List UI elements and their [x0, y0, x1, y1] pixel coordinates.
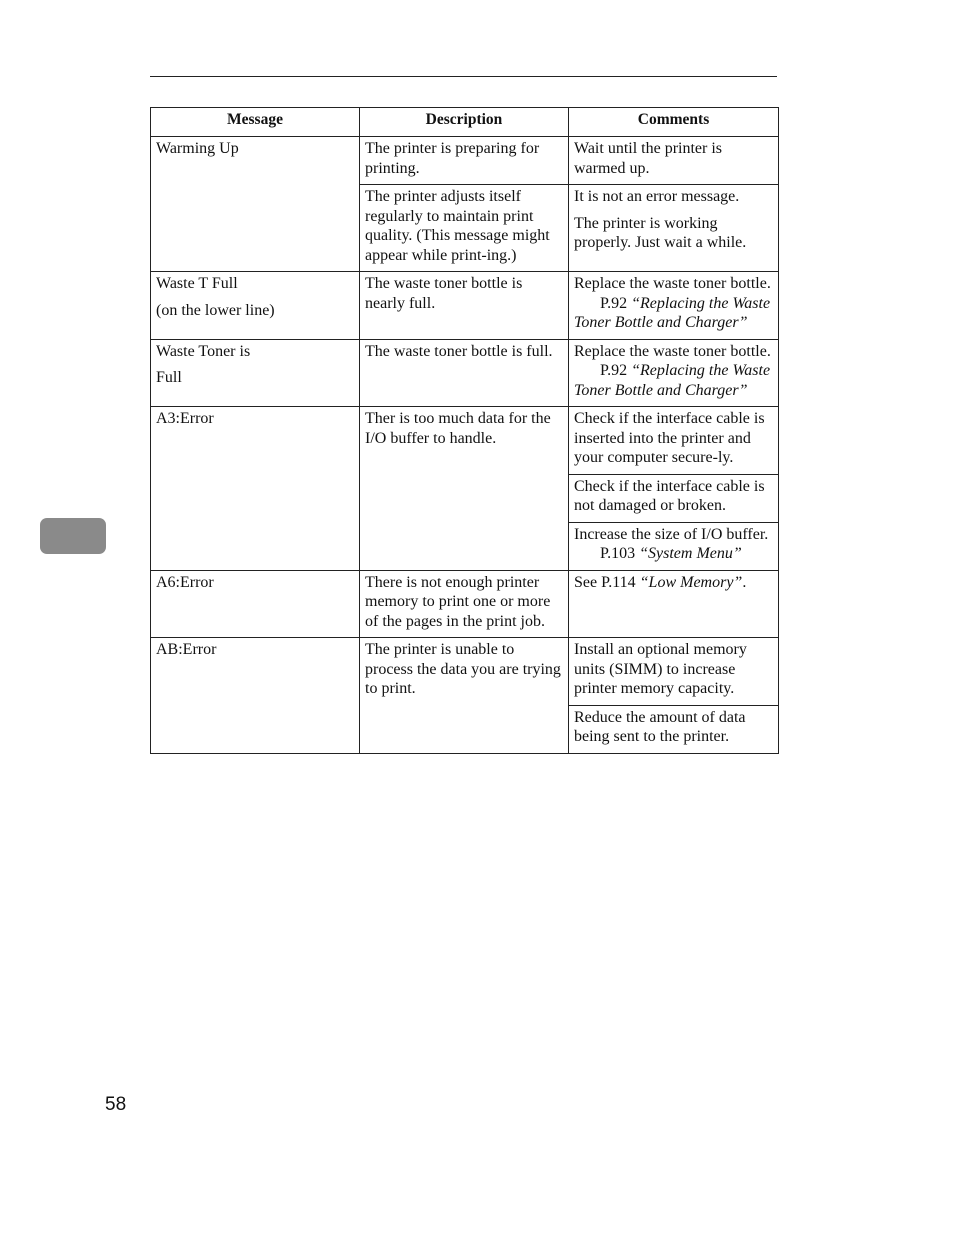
description-cell: The waste toner bottle is nearly full.	[360, 272, 569, 340]
description-cell: The printer is unable to process the data you are trying to print.	[360, 638, 569, 754]
message-cell	[151, 339, 360, 407]
error-message-table	[150, 107, 779, 754]
header-description: Description	[360, 108, 569, 137]
comment-text: See P.114	[574, 573, 636, 591]
table-row	[151, 339, 779, 407]
comment-cell: Check if the interface cable is not damaged or broken.	[569, 474, 779, 522]
reference-arrow-icon	[586, 547, 600, 559]
reference-title: “Low Memory”	[639, 573, 743, 591]
message-cell	[151, 272, 360, 340]
page-reference: P.103	[600, 545, 636, 562]
chapter-tab	[40, 518, 106, 554]
comment-text: Replace the waste toner bottle.	[574, 342, 771, 360]
comment-line: The printer is working properly. Just wait a while.	[574, 214, 747, 251]
comment-text: Increase the size of I/O buffer.	[574, 525, 769, 543]
comment-text: Replace the waste toner bottle.	[574, 275, 771, 292]
message-line: Full	[156, 369, 182, 386]
comment-cell	[569, 185, 779, 272]
page-number: 58	[105, 1094, 127, 1115]
message-cell: A3:Error	[151, 407, 360, 571]
comment-cell: Reduce the amount of data being sent to the printer.	[569, 705, 779, 753]
comment-cell	[569, 339, 779, 407]
table-row	[151, 638, 779, 706]
reference-title: “Replacing the Waste Toner Bottle and Charger”	[574, 362, 771, 399]
message-cell: Warming Up	[151, 137, 360, 272]
table-row	[151, 272, 779, 340]
message-line: (on the lower line)	[156, 301, 275, 319]
description-cell: The waste toner bottle is full.	[360, 339, 569, 407]
comment-cell: Check if the interface cable is inserted into the printer and your computer secure-ly.	[569, 407, 779, 475]
comment-cell	[569, 522, 779, 570]
page-reference: P.92	[600, 362, 628, 379]
description-cell: There is not enough printer memory to print one or more of the pages in the print job.	[360, 570, 569, 638]
header-message: Message	[151, 108, 360, 137]
message-line: Waste Toner is	[156, 342, 251, 360]
header-rule	[150, 76, 777, 77]
table-row	[151, 137, 779, 185]
table-row	[151, 570, 779, 638]
header-comments: Comments	[569, 108, 779, 137]
comment-cell: Install an optional memory units (SIMM) to increase printer memory capacity.	[569, 638, 779, 706]
description-cell: The printer is preparing for printing.	[360, 137, 569, 185]
message-line: Waste T Full	[156, 275, 238, 292]
comment-cell	[569, 272, 779, 340]
description-cell: Ther is too much data for the I/O buffer to handle.	[360, 407, 569, 571]
reference-arrow-icon	[586, 364, 600, 376]
table-header-row	[151, 108, 779, 137]
message-cell: AB:Error	[151, 638, 360, 754]
reference-arrow-icon	[586, 297, 600, 309]
table-row	[151, 407, 779, 475]
reference-title: “Replacing the Waste Toner Bottle and Charger”	[574, 294, 771, 331]
comment-cell: Wait until the printer is warmed up.	[569, 137, 779, 185]
comment-suffix: .	[742, 573, 747, 591]
description-cell: The printer adjusts itself regularly to maintain print quality. (This message might appear while print-ing.)	[360, 185, 569, 272]
reference-title: “System Menu”	[639, 545, 742, 562]
comment-line: It is not an error message.	[574, 188, 740, 205]
page-reference: P.92	[600, 294, 628, 312]
comment-cell	[569, 570, 779, 638]
message-cell: A6:Error	[151, 570, 360, 638]
